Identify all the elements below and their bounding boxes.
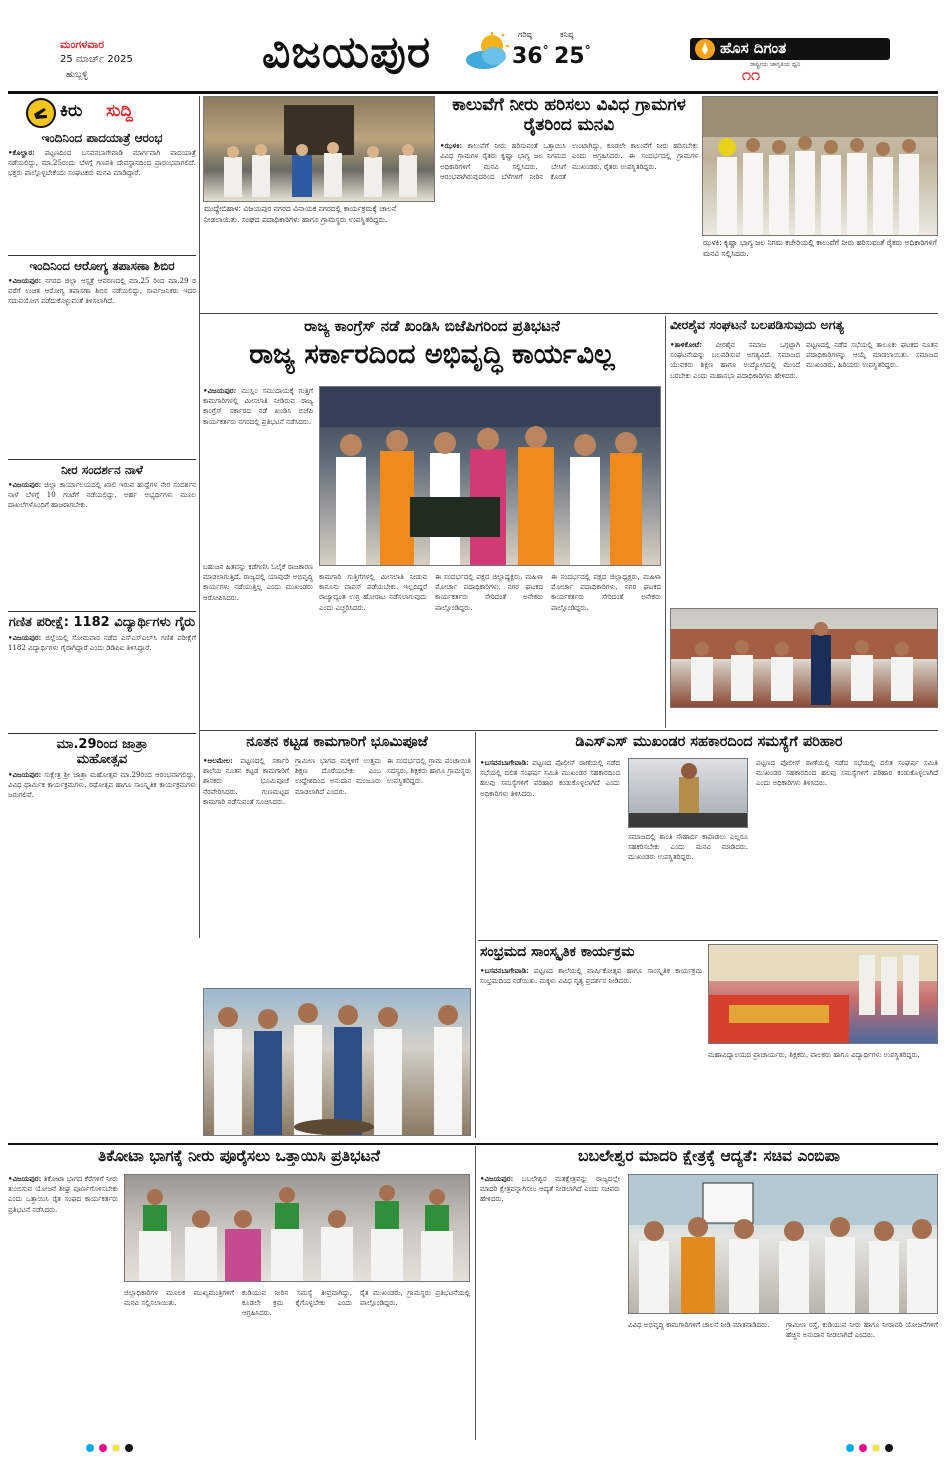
- sidebar-label-a: ಕಿರು: [60, 101, 83, 121]
- max-temp-value: 36°: [512, 43, 549, 69]
- photo-bjp-protest: [319, 386, 661, 566]
- min-temp-value: 25°: [554, 43, 591, 69]
- brand-name: ಹೊಸ ದಿಗಂತ: [720, 39, 787, 57]
- article-babaleshwar: [480, 1148, 938, 1438]
- article-building-foundation: [203, 734, 471, 938]
- article-headline: ಸಂಭ್ರಮದ ಸಾಂಸ್ಕೃತಿಕ ಕಾರ್ಯಕ್ರಮ: [480, 944, 635, 960]
- article-col-1: •ವಿಜಯಪುರ: ತಿಕೋಟಾ ಭಾಗದ ಕೆರೆಗಳಿಗೆ ನೀರು ತುಂಬಿಸುವ ಯೋಜನೆ ಶೀಘ್ರ ಪೂರ್ಣಗೊಳಿಸಬೇಕು ಎಂದು ಒತ್ತಾಯಿಸಿ ರೈತ ಸಂಘದ ಕಾರ್ಯಕರ್ತರು ಪ್ರತಿಭಟನೆ ನಡೆಸಿದರು.: [8, 1174, 118, 1214]
- sidebar-item-text: •ಕೊಲ್ಹಾರ: ಪಟ್ಟಣದಿಂದ ಬಸವನಬಾಗೇವಾಡಿ ಮಾರ್ಗವಾಗಿ ಪಾದಯಾತ್ರೆ ನಡೆಯಲಿದ್ದು, ಮಾ.25ರಂದು ಬೆಳಗ್ಗೆ ಗಣಪತಿ ದೇವಸ್ಥಾನದಿಂದ ಪ್ರಾರಂಭವಾಗಲಿದೆ. ಭಕ್ತರು ಪಾಲ್ಗೊಳ್ಳಬೇಕೆಂದು ಸಂಘಟಕರು ಮನವಿ ಮಾಡಿದ್ದಾರೆ.: [8, 147, 196, 178]
- registration-marks-left: [86, 1444, 133, 1452]
- sidebar-item-text: •ವಿಜಯಪುರ: ಸುಕ್ಷೇತ್ರ ಶ್ರೀ ಜಾತ್ರಾ ಮಹೋತ್ಸವ ಮಾ.29ರಿಂದ ಆರಂಭವಾಗಲಿದ್ದು, ವಿವಿಧ ಧಾರ್ಮಿಕ ಕಾರ್ಯಕ್ರಮಗಳು, ರಥೋತ್ಸವ ಹಾಗೂ ಸಾಂಸ್ಕೃತಿಕ ಕಾರ್ಯಕ್ರಮಗಳು ಜರುಗಲಿವೆ.: [8, 769, 196, 800]
- photo-caption: ಝಳಕಿ: ಕೃಷ್ಣಾ ಭಾಗ್ಯ ಜಲ ನಿಗಮ ಕಚೇರಿಯಲ್ಲಿ ಕಾಲುವೆಗೆ ನೀರು ಹರಿಸುವಂತೆ ರೈತರು ಅಧಿಕಾರಿಗಳಿಗೆ ಮನವಿ ಸಲ್ಲಿಸಿದರು.: [703, 238, 937, 258]
- photo-community-meeting: [670, 608, 938, 708]
- pointing-hand-icon: [26, 98, 56, 128]
- section-rule: [200, 313, 938, 314]
- article-col-1: •ಆಲಮೇಲ: ಪಟ್ಟಣದಲ್ಲಿ ಸರ್ಕಾರಿ ಶಾಲೆಯ ನೂತನ ಕಟ್ಟಡ ಕಾಮಗಾರಿಗೆ ಶಾಸಕರು ಭೂಮಿಪೂಜೆ ನೆರವೇರಿಸಿದರು. ಗುಣಮಟ್ಟದ ಕಾಮಗಾರಿ ನಡೆಸುವಂತೆ ಸೂಚಿಸಿದರು.: [203, 756, 289, 806]
- article-col-2: ಗ್ರಾಮೀಣ ಭಾಗದ ಮಕ್ಕಳಿಗೆ ಉತ್ತಮ ಶಿಕ್ಷಣ ದೊರೆಯಬೇಕು ಎಂಬ ಉದ್ದೇಶದಿಂದ ಅನುದಾನ ಮಂಜೂರು ಮಾಡಲಾಗಿದೆ ಎಂದರು.: [295, 757, 381, 796]
- article-headline: ಡಿಎಸ್‌ಎಸ್ ಮುಖಂಡರ ಸಹಕಾರದಿಂದ ಸಮಸ್ಯೆಗೆ ಪರಿಹಾರ: [575, 734, 843, 750]
- article-col-3: ಪಟ್ಟಣದ ಪೊಲೀಸ್ ಠಾಣೆಯಲ್ಲಿ ನಡೆದ ಸಭೆಯಲ್ಲಿ ದಲಿತ ಸಂಘರ್ಷ ಸಮಿತಿ ಮುಖಂಡರ ಸಹಕಾರದಿಂದ ಹಲವು ಸಮಸ್ಯೆಗಳಿಗೆ ಪರಿಹಾರ ಕಂಡುಕೊಳ್ಳಲಾಗಿದೆ ಎಂದು ಅಧಿಕಾರಿಗಳು ತಿಳಿಸಿದರು.: [756, 759, 938, 788]
- sidebar-item-title: ಇಂದಿನಿಂದ ಪಾದಯಾತ್ರೆ ಆರಂಭ: [41, 132, 163, 145]
- brand-issue: ೧೧: [742, 65, 760, 84]
- photo-minister-event: [628, 1174, 938, 1314]
- article-col-1: •ತಾಳಿಕೋಟೆ: ವೀರಶೈವ ಸಮಾಜ ಒಗ್ಗಟ್ಟಾಗಿ ಸಂಘಟನೆಯನ್ನು ಬಲಪಡಿಸುವ ಅಗತ್ಯವಿದೆ. ಸಮಾಜದ ಯುವಕರು ಶಿಕ್ಷಣ ಹಾಗೂ ಉದ್ಯೋಗದಲ್ಲಿ ಮುಂದೆ ಬರಬೇಕು ಎಂದು ಮಹಾಸಭಾ ಪದಾಧಿಕಾರಿಗಳು ಹೇಳಿದರು.: [670, 340, 800, 380]
- masthead-place: ಹುಬ್ಬಳ್ಳಿ: [66, 70, 88, 80]
- brand-tagline: ರಾಷ್ಟ್ರೀಯ ಜಾಗೃತಿಯ ಧ್ವನಿ: [750, 61, 801, 68]
- masthead-rule: [8, 91, 938, 94]
- brand-logo: [690, 38, 890, 84]
- black-dot: [125, 1444, 133, 1452]
- article-cultural-program: [480, 944, 938, 1140]
- article-col-2: ವಿವಿಧ ಅಭಿವೃದ್ಧಿ ಕಾಮಗಾರಿಗಳಿಗೆ ಚಾಲನೆ ನೀಡಿ ಮಾತನಾಡಿದರು.: [628, 1321, 770, 1329]
- list-item: [8, 738, 196, 938]
- min-temp-label: ಕನಿಷ್ಠ: [560, 30, 574, 39]
- lead-col-2: ಬಹುಜನ ಹಿತವನ್ನು ಕಡೆಗಣಿಸಿ ಓಲೈಕೆ ರಾಜಕಾರಣ ಮಾಡಲಾಗುತ್ತಿದೆ. ರಾಜ್ಯದಲ್ಲಿ ಯಾವುದೇ ಅಭಿವೃದ್ಧಿ ಕಾರ್ಯಗಳು ನಡೆಯುತ್ತಿಲ್ಲ ಎಂದು ಮುಖಂಡರು ಆರೋಪಿಸಿದರು.: [203, 563, 313, 602]
- article-col-1: •ಬಸವನಬಾಗೇವಾಡಿ: ಪಟ್ಟಣದ ಪೊಲೀಸ್ ಠಾಣೆಯಲ್ಲಿ ನಡೆದ ಸಭೆಯಲ್ಲಿ ದಲಿತ ಸಂಘರ್ಷ ಸಮಿತಿ ಮುಖಂಡರ ಸಹಕಾರದಿಂದ ಹಲವು ಸಮಸ್ಯೆಗಳಿಗೆ ಪರಿಹಾರ ಕಂಡುಕೊಳ್ಳಲಾಗಿದೆ ಎಂದು ಅಧಿಕಾರಿಗಳು ತಿಳಿಸಿದರು.: [480, 758, 620, 798]
- article-col-2: ಸಮಾಜದಲ್ಲಿ ಶಾಂತಿ ಸೌಹಾರ್ದ ಕಾಪಾಡಲು ಎಲ್ಲರೂ ಸಹಕರಿಸಬೇಕು ಎಂದು ಮನವಿ ಮಾಡಿದರು. ಮುಖಂಡರು ಉಪಸ್ಥಿತರಿದ್ದರು.: [628, 833, 748, 862]
- photo-police-meeting: [628, 758, 748, 828]
- cyan-dot: [86, 1444, 94, 1452]
- photo-temple-gathering: [203, 96, 435, 202]
- black-dot: [885, 1444, 893, 1452]
- column-divider: [665, 316, 666, 728]
- weather-cloud-sun-icon: [462, 32, 514, 72]
- masthead-day: ಮಂಗಳವಾರ: [60, 38, 105, 51]
- list-item: [8, 260, 196, 460]
- lead-col-3: ಕಾಮಗಾರಿ ಗುತ್ತಿಗೆಗಳಲ್ಲಿ ಮೀಸಲಾತಿ ನೀಡುವ ಕಾನೂನು ವಾಪಸ್ ಪಡೆಯಬೇಕು. ಇಲ್ಲದಿದ್ದರೆ ರಾಜ್ಯಾದ್ಯಂತ ಉಗ್ರ ಹೋರಾಟ ನಡೆಸಲಾಗುವುದು ಎಂದು ಎಚ್ಚರಿಸಿದರು.: [319, 573, 427, 612]
- list-item: [8, 464, 196, 612]
- sidebar-list: [8, 132, 196, 938]
- article-headline: ತಿಕೋಟಾ ಭಾಗಕ್ಕೆ ನೀರು ಪೂರೈಸಲು ಒತ್ತಾಯಿಸಿ ಪ್ರತಿಭಟನೆ: [98, 1147, 380, 1165]
- article-headline: ವೀರಶೈವ ಸಂಘಟನೆ ಬಲಪಡಿಸುವುದು ಅಗತ್ಯ: [670, 317, 844, 332]
- list-item: [8, 616, 196, 734]
- section-rule: [200, 730, 938, 731]
- article-col-1: •ಬಸವನಬಾಗೇವಾಡಿ: ಪಟ್ಟಣದ ಶಾಲೆಯಲ್ಲಿ ವಾರ್ಷಿಕೋತ್ಸವ ಹಾಗೂ ಸಾಂಸ್ಕೃತಿಕ ಕಾರ್ಯಕ್ರಮ ಸಂಭ್ರಮದಿಂದ ನಡೆಯಿತು. ಮಕ್ಕಳು ವಿವಿಧ ನೃತ್ಯ ಪ್ರದರ್ಶನ ನೀಡಿದರು.: [480, 966, 702, 986]
- photo-farmers-memorandum: [702, 96, 938, 236]
- article-tikota-protest: [8, 1148, 470, 1438]
- list-item: [8, 132, 196, 256]
- sidebar-item-text: •ವಿಜಯಪುರ: ಜಿಲ್ಲೆಯಲ್ಲಿ ಸೋಮವಾರ ನಡೆದ ಎಸ್‌ಎಸ್‌ಎಲ್‌ಸಿ ಗಣಿತ ಪರೀಕ್ಷೆಗೆ 1182 ವಿದ್ಯಾರ್ಥಿಗಳು ಗೈರಾಗಿದ್ದಾರೆ ಎಂದು ಡಿಡಿಪಿಐ ತಿಳಿಸಿದ್ದಾರೆ.: [8, 632, 196, 653]
- section-rule: [478, 940, 938, 941]
- masthead-city: ವಿಜಯಪುರ: [262, 27, 432, 78]
- article-headline: ಕಾಲುವೆಗೆ ನೀರು ಹರಿಸಲು ವಿವಿಧ ಗ್ರಾಮಗಳ ರೈತರಿಂದ ಮನವಿ: [452, 95, 686, 135]
- lead-col-4: ಈ ಸಂದರ್ಭದಲ್ಲಿ ಪಕ್ಷದ ಜಿಲ್ಲಾಧ್ಯಕ್ಷರು, ಮಹಿಳಾ ಮೋರ್ಚಾ ಪದಾಧಿಕಾರಿಗಳು, ನಗರ ಘಟಕದ ಕಾರ್ಯಕರ್ತರು ಸೇರಿದಂತೆ ಅನೇಕರು ಪಾಲ್ಗೊಂಡಿದ್ದರು.: [435, 573, 543, 612]
- photo-cultural-event: [708, 944, 938, 1044]
- article-body: •ಝಳಕಿ: ಕಾಲುವೆಗೆ ನೀರು ಹರಿಸುವಂತೆ ಒತ್ತಾಯಿಸಿ ವಿವಿಧ ಗ್ರಾಮಗಳ ರೈತರು ಕೃಷ್ಣಾ ಭಾಗ್ಯ ಜಲ ನಿಗಮದ ಅಧಿಕಾರಿಗಳಿಗೆ ಮನವಿ ಸಲ್ಲಿಸಿದರು. ಬೇಸಿಗೆ ಆರಂಭವಾಗಿರುವುದರಿಂದ ಬೆಳೆಗಳಿಗೆ ನೀರಿನ ಕೊರತೆ ಉಂಟಾಗಿದ್ದು, ಕೂಡಲೇ ಕಾಲುವೆಗೆ ನೀರು ಹರಿಸಬೇಕು ಎಂದು ಆಗ್ರಹಿಸಿದರು. ಈ ಸಂದರ್ಭದಲ್ಲಿ ಗ್ರಾಮಗಳ ಮುಖಂಡರು, ರೈತರು ಉಪಸ್ಥಿತರಿದ್ದರು.: [440, 141, 698, 181]
- masthead: [0, 0, 945, 92]
- photo-caption: ಮುದ್ದೇಬಿಹಾಳ: ವಿಜಯಪುರ ನಗರದ ವಿನಾಯಕ ನಗರದಲ್ಲಿ ಕಾರ್ಯಕ್ರಮಕ್ಕೆ ಚಾಲನೆ ನೀಡಲಾಯಿತು. ಸಂಘದ ಪದಾಧಿಕಾರಿಗಳು ಹಾಗೂ ಗ್ರಾಮಸ್ಥರು ಉಪಸ್ಥಿತರಿದ್ದರು.: [204, 204, 397, 224]
- lotus-emblem-icon: [694, 38, 716, 60]
- sidebar-item-title: ಮಾ.29ರಿಂದ ಜಾತ್ರಾ ಮಹೋತ್ಸವ: [56, 738, 148, 767]
- article-headline: ಬಬಲೇಶ್ವರ ಮಾದರಿ ಕ್ಷೇತ್ರಕ್ಕೆ ಆದ್ಯತೆ: ಸಚಿವ ಎಂಬಿಪಾ: [577, 1147, 841, 1165]
- article-col-3: ಗ್ರಾಮೀಣ ರಸ್ತೆ, ಕುಡಿಯುವ ನೀರು ಹಾಗೂ ನೀರಾವರಿ ಯೋಜನೆಗಳಿಗೆ ಹೆಚ್ಚಿನ ಅನುದಾನ ನೀಡಲಾಗಿದೆ ಎಂದರು.: [786, 1321, 938, 1340]
- column-divider: [475, 732, 476, 1138]
- magenta-dot: [859, 1444, 867, 1452]
- cyan-dot: [846, 1444, 854, 1452]
- sidebar-item-title: ಇಂದಿನಿಂದ ಆರೋಗ್ಯ ತಪಾಸಣಾ ಶಿಬಿರ: [29, 260, 175, 273]
- yellow-dot: [872, 1444, 880, 1452]
- yellow-dot: [112, 1444, 120, 1452]
- lead-col-5: ಈ ಸಂದರ್ಭದಲ್ಲಿ ಪಕ್ಷದ ಜಿಲ್ಲಾಧ್ಯಕ್ಷರು, ಮಹಿಳಾ ಮೋರ್ಚಾ ಪದಾಧಿಕಾರಿಗಳು, ನಗರ ಘಟಕದ ಕಾರ್ಯಕರ್ತರು ಸೇರಿದಂತೆ ಅನೇಕರು ಪಾಲ್ಗೊಂಡಿದ್ದರು.: [551, 573, 661, 612]
- article-col-2: ಮಹಾವಿದ್ಯಾಲಯದ ಪ್ರಾಚಾರ್ಯರು, ಶಿಕ್ಷಕರು, ಪಾಲಕರು ಹಾಗೂ ವಿದ್ಯಾರ್ಥಿಗಳು ಉಪಸ್ಥಿತರಿದ್ದರು.: [708, 1051, 920, 1059]
- article-col-4: ರೈತ ಮುಖಂಡರು, ಗ್ರಾಮಸ್ಥರು ಪ್ರತಿಭಟನೆಯಲ್ಲಿ ಪಾಲ್ಗೊಂಡಿದ್ದರು.: [360, 1289, 470, 1308]
- sidebar-banner: [26, 98, 176, 128]
- lead-kicker: ರಾಜ್ಯ ಕಾಂಗ್ರೆಸ್ ನಡೆ ಖಂಡಿಸಿ ಬಿಜೆಪಿಗರಿಂದ ಪ್ರತಿಭಟನೆ: [304, 317, 560, 335]
- sidebar-item-title: ಗಣಿತ ಪರೀಕ್ಷೆ: 1182 ವಿದ್ಯಾರ್ಥಿಗಳು ಗೈರು: [8, 616, 196, 630]
- lead-headline: ರಾಜ್ಯ ಸರ್ಕಾರದಿಂದ ಅಭಿವೃದ್ಧಿ ಕಾರ್ಯವಿಲ್ಲ: [249, 339, 615, 371]
- masthead-date: 25 ಮಾರ್ಚ್ 2025: [60, 54, 133, 65]
- sidebar-item-title: ನೀರ ಸಂದರ್ಶನ ನಾಳೆ: [61, 464, 143, 477]
- sidebar-kiru-suddi: [8, 96, 196, 938]
- photo-farmers-protest: [124, 1174, 470, 1282]
- article-col-3: ಕುಡಿಯುವ ನೀರಿನ ಸಮಸ್ಯೆ ತೀವ್ರವಾಗಿದ್ದು, ಕೂಡಲೇ ಕ್ರಮ ಕೈಗೊಳ್ಳಬೇಕು ಎಂದು ಆಗ್ರಹಿಸಿದರು.: [242, 1289, 352, 1318]
- lead-story: [203, 318, 661, 728]
- magenta-dot: [99, 1444, 107, 1452]
- article-col-3: ಈ ಸಂದರ್ಭದಲ್ಲಿ ಗ್ರಾಮ ಪಂಚಾಯಿತಿ ಸದಸ್ಯರು, ಶಿಕ್ಷಕರು ಹಾಗೂ ಗ್ರಾಮಸ್ಥರು ಉಪಸ್ಥಿತರಿದ್ದರು.: [387, 757, 471, 786]
- article-col-1: •ವಿಜಯಪುರ: ಬಬಲೇಶ್ವರ ಮತಕ್ಷೇತ್ರವನ್ನು ರಾಜ್ಯದಲ್ಲೇ ಮಾದರಿ ಕ್ಷೇತ್ರವನ್ನಾಗಿಸಲು ಆದ್ಯತೆ ನೀಡಲಾಗಿದೆ ಎಂದು ಸಚಿವರು ಹೇಳಿದರು.: [480, 1174, 620, 1204]
- column-divider: [475, 1146, 476, 1440]
- sidebar-item-text: •ವಿಜಯಪುರ: ಜಿಲ್ಲಾ ಕಾರ್ಯಾಲಯದಲ್ಲಿ ಖಾಲಿ ಇರುವ ಹುದ್ದೆಗಳ ನೇರ ಸಂದರ್ಶನ ನಾಳೆ ಬೆಳಗ್ಗೆ 10 ಗಂಟೆಗೆ ನಡೆಯಲಿದ್ದು, ಅರ್ಹ ಅಭ್ಯರ್ಥಿಗಳು ಮೂಲ ದಾಖಲೆಗಳೊಂದಿಗೆ ಹಾಜರಾಗಬೇಕು.: [8, 479, 196, 510]
- article-col-2: ಪಟ್ಟಣದಲ್ಲಿ ನಡೆದ ಸಭೆಯಲ್ಲಿ ತಾಲೂಕು ಘಟಕದ ನೂತನ ಪದಾಧಿಕಾರಿಗಳನ್ನು ಆಯ್ಕೆ ಮಾಡಲಾಯಿತು. ಸಮಾಜದ ಮುಖಂಡರು, ಹಿರಿಯರು ಉಪಸ್ಥಿತರಿದ್ದರು.: [806, 341, 938, 370]
- article-canal-water: [440, 96, 698, 310]
- registration-marks-right: [846, 1444, 893, 1452]
- article-dss-leaders: [480, 734, 938, 940]
- article-headline: ನೂತನ ಕಟ್ಟಡ ಕಾಮಗಾರಿಗೆ ಭೂಮಿಪೂಜೆ: [246, 734, 428, 750]
- max-temp-label: ಗರಿಷ್ಠ: [518, 30, 532, 39]
- sidebar-divider: [199, 96, 200, 938]
- photo-bhoomi-pooje: [203, 988, 471, 1136]
- section-rule: [8, 1143, 938, 1145]
- sidebar-label-b: ಸುದ್ದಿ: [106, 101, 133, 121]
- sidebar-item-text: •ವಿಜಯಪುರ: ನಗರದ ಜಿಲ್ಲಾ ಆಸ್ಪತ್ರೆ ಆವರಣದಲ್ಲಿ ಮಾ.25 ರಿಂದ ಮಾ.29 ರ ವರೆಗೆ ಉಚಿತ ಆರೋಗ್ಯ ತಪಾಸಣಾ ಶಿಬಿರ ನಡೆಯಲಿದ್ದು, ಸಾರ್ವಜನಿಕರು ಇದರ ಸದುಪಯೋಗ ಪಡೆದುಕೊಳ್ಳುವಂತೆ ತಿಳಿಸಲಾಗಿದೆ.: [8, 275, 196, 306]
- article-veerashaiva: [670, 318, 938, 728]
- article-col-2: ಜಿಲ್ಲಾಧಿಕಾರಿಗಳ ಮೂಲಕ ಮುಖ್ಯಮಂತ್ರಿಗಳಿಗೆ ಮನವಿ ಸಲ್ಲಿಸಲಾಯಿತು.: [124, 1289, 234, 1308]
- lead-col-1: •ವಿಜಯಪುರ: ಮುಸ್ಲಿಂ ಸಮುದಾಯಕ್ಕೆ ಗುತ್ತಿಗೆ ಕಾಮಗಾರಿಗಳಲ್ಲಿ ಮೀಸಲಾತಿ ನೀಡಿರುವ ರಾಜ್ಯ ಕಾಂಗ್ರೆಸ್ ಸರ್ಕಾರದ ನಡೆ ಖಂಡಿಸಿ ಬಿಜೆಪಿ ಕಾರ್ಯಕರ್ತರು ನಗರದಲ್ಲಿ ಪ್ರತಿಭಟನೆ ನಡೆಸಿದರು.: [203, 386, 313, 426]
